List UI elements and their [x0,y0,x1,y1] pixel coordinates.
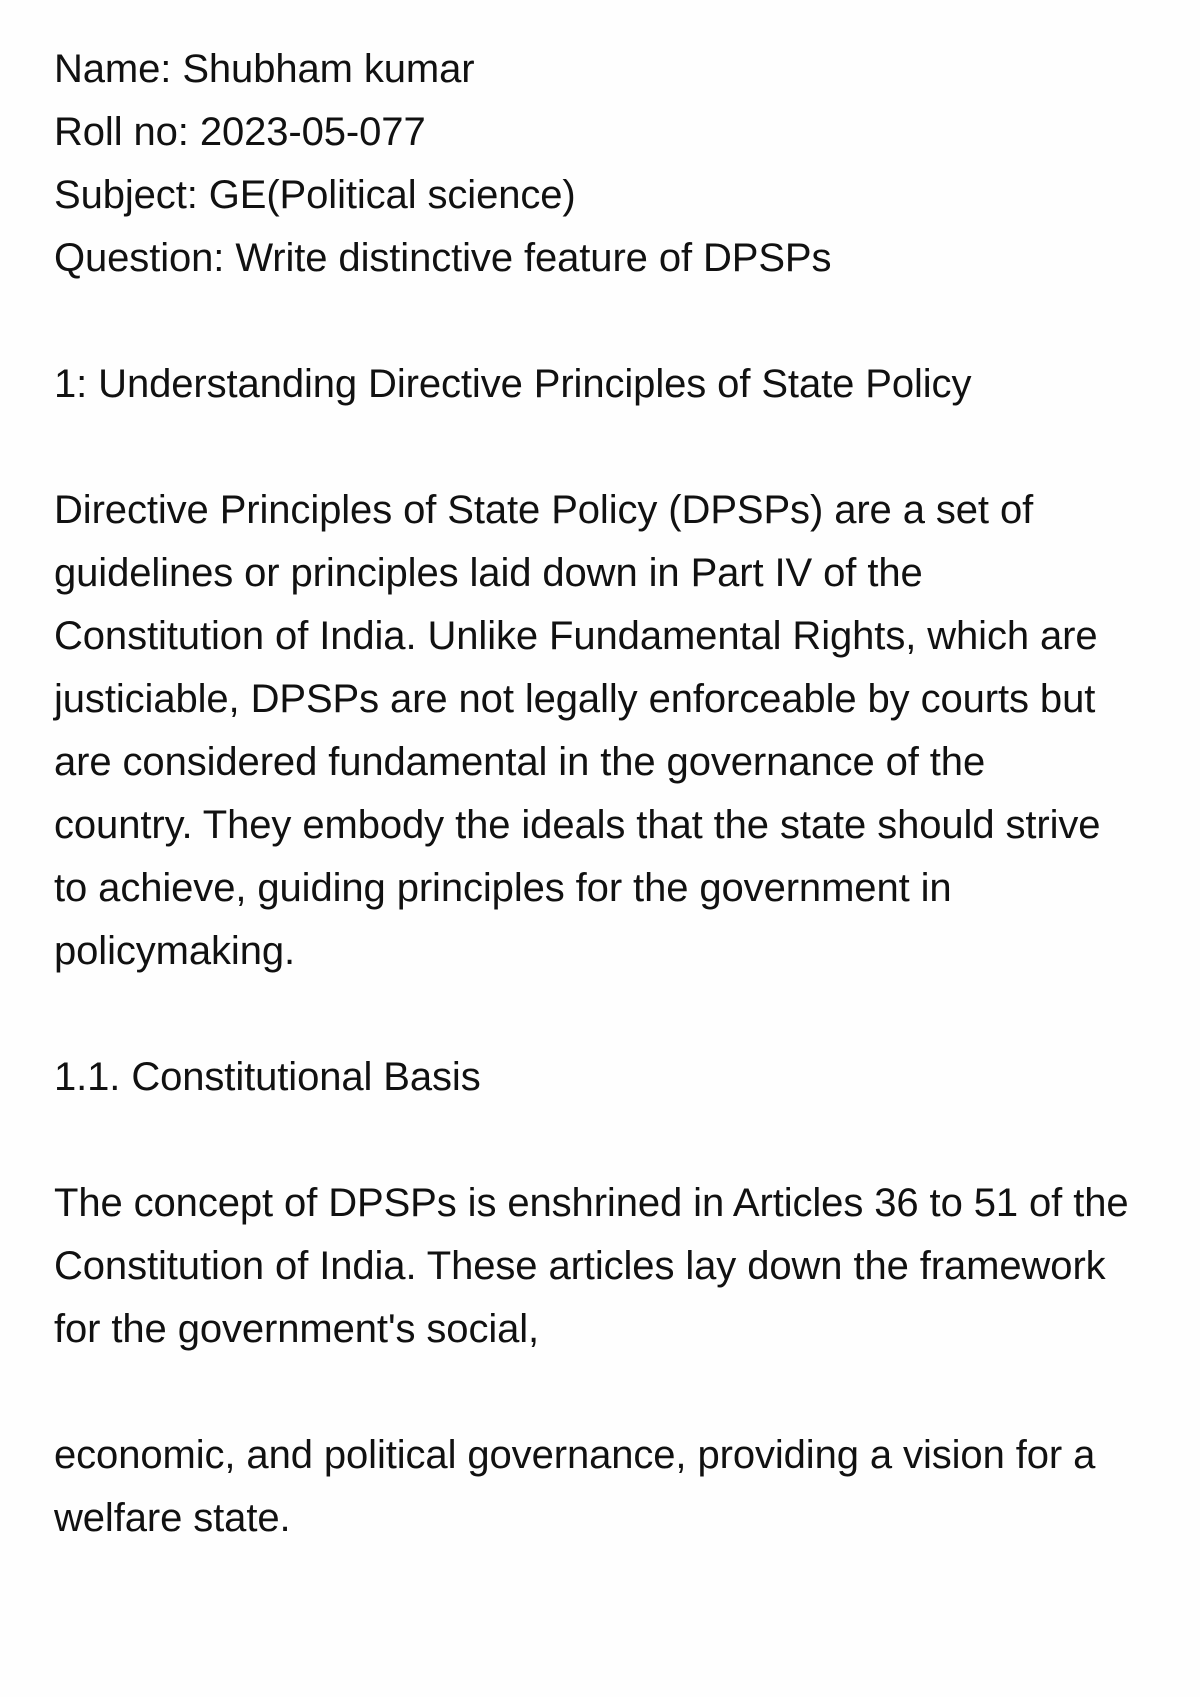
paragraph [54,1172,1164,1361]
paragraph-line: welfare state. [54,1496,291,1540]
paragraph-continuation [54,1424,1164,1550]
paragraph-line: policymaking. [54,929,296,973]
paragraph-line: Constitution of India. These articles lay down the framework [54,1244,1106,1288]
section-heading: 1: Understanding Directive Principles of State Policy [54,362,972,406]
paragraph-line: to achieve, guiding principles for the government in [54,866,952,910]
spacer [54,416,1164,479]
paragraph-line: Directive Principles of State Policy (DPSPs) are a set of [54,488,1034,532]
subject: Subject: GE(Political science) [54,173,576,217]
document-page [54,38,1164,1550]
paragraph [54,479,1164,983]
paragraph-line: economic, and political governance, providing a vision for a [54,1433,1096,1477]
spacer [54,1361,1164,1424]
paragraph-line: are considered fundamental in the governance of the [54,740,986,784]
paragraph-line: Constitution of India. Unlike Fundamental Rights, which are [54,614,1098,658]
paragraph-line: country. They embody the ideals that the state should strive [54,803,1101,847]
paragraph-line: The concept of DPSPs is enshrined in Articles 36 to 51 of the [54,1181,1129,1225]
paragraph-line: guidelines or principles laid down in Part IV of the [54,551,923,595]
paragraph-line: justiciable, DPSPs are not legally enforceable by courts but [54,677,1096,721]
spacer [54,983,1164,1046]
subsection-heading: 1.1. Constitutional Basis [54,1055,481,1099]
student-name: Name: Shubham kumar [54,47,475,91]
paragraph-line: for the government's social, [54,1307,540,1351]
spacer [54,290,1164,353]
question: Question: Write distinctive feature of DPSPs [54,236,832,280]
spacer [54,1109,1164,1172]
roll-number: Roll no: 2023-05-077 [54,110,426,154]
student-info [54,38,1164,290]
